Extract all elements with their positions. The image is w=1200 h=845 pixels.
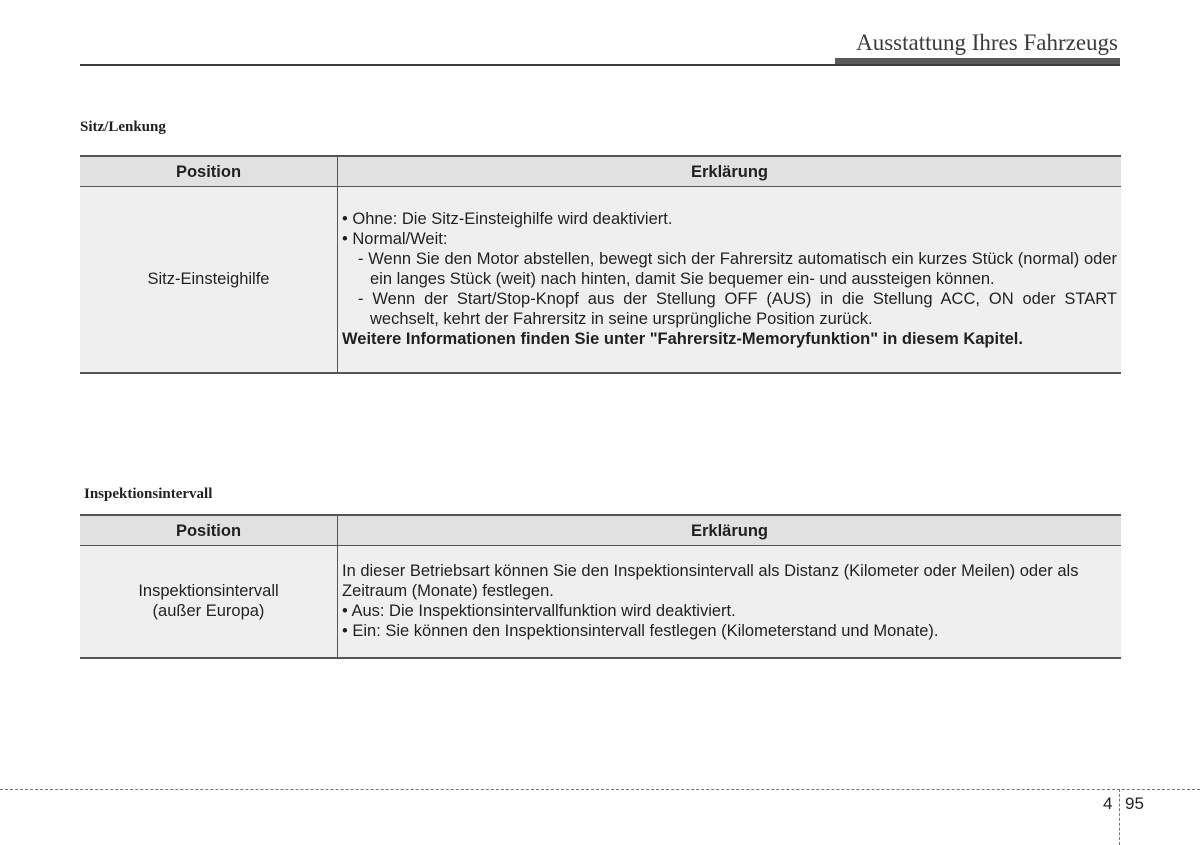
table-row (80, 546, 1121, 658)
cell-explanation (338, 187, 1122, 373)
table-row (80, 187, 1121, 373)
cell-explanation (338, 546, 1122, 658)
position-label: Inspektionsintervall (138, 582, 279, 601)
table-header-row (80, 515, 1121, 546)
cell-position (80, 546, 338, 658)
note-memoryfunktion: Weitere Informationen finden Sie unter "Fahrersitz-Memoryfunktion" in diesem Kapitel. (342, 330, 1023, 349)
header-title: Ausstattung Ihres Fahrzeugs (856, 30, 1118, 55)
bullet-normal-weit: • Normal/Weit: (342, 230, 448, 249)
column-header-explanation: Erklärung (338, 156, 1122, 187)
bullet-aus: • Aus: Die Inspektionsintervallfunktion wird deaktiviert. (342, 602, 736, 621)
section-title-inspektionsintervall: Inspektionsintervall (84, 486, 213, 502)
table-inspektionsintervall (80, 514, 1121, 659)
cell-position: Sitz-Einsteighilfe (80, 187, 338, 373)
sub-item-motor-abstellen: - Wenn Sie den Motor abstellen, bewegt sich der Fahrersitz automatisch ein kurzes Stück (normal) oder ein langes Stück (weit) nach hinten, damit Sie bequemer ein- und aussteigen können. (358, 250, 1117, 289)
table-sitz-lenkung (80, 155, 1121, 374)
bullet-ohne: • Ohne: Die Sitz-Einsteighilfe wird deaktiviert. (342, 210, 673, 229)
table-header-row (80, 156, 1121, 187)
header-rule (80, 64, 1120, 66)
footer-dashed-divider (1119, 789, 1120, 845)
page-number: 95 (1125, 794, 1144, 813)
column-header-explanation: Erklärung (338, 515, 1122, 546)
intro-text: In dieser Betriebsart können Sie den Inspektionsintervall als Distanz (Kilometer oder Meilen) oder als Zeitraum (Monate) festlegen. (342, 562, 1079, 601)
section-title-sitz-lenkung: Sitz/Lenkung (80, 119, 166, 135)
bullet-ein: • Ein: Sie können den Inspektionsintervall festlegen (Kilometerstand und Monate). (342, 622, 939, 641)
column-header-position: Position (80, 156, 338, 187)
chapter-number: 4 (1103, 794, 1113, 813)
position-qualifier: (außer Europa) (152, 602, 265, 621)
footer-dashed-rule (0, 789, 1200, 790)
sub-item-start-stop-knopf: - Wenn der Start/Stop-Knopf aus der Stellung OFF (AUS) in die Stellung ACC, ON oder START wechselt, kehrt der Fahrersitz in seine ursprüngliche Position zurück. (358, 290, 1117, 329)
column-header-position: Position (80, 515, 338, 546)
